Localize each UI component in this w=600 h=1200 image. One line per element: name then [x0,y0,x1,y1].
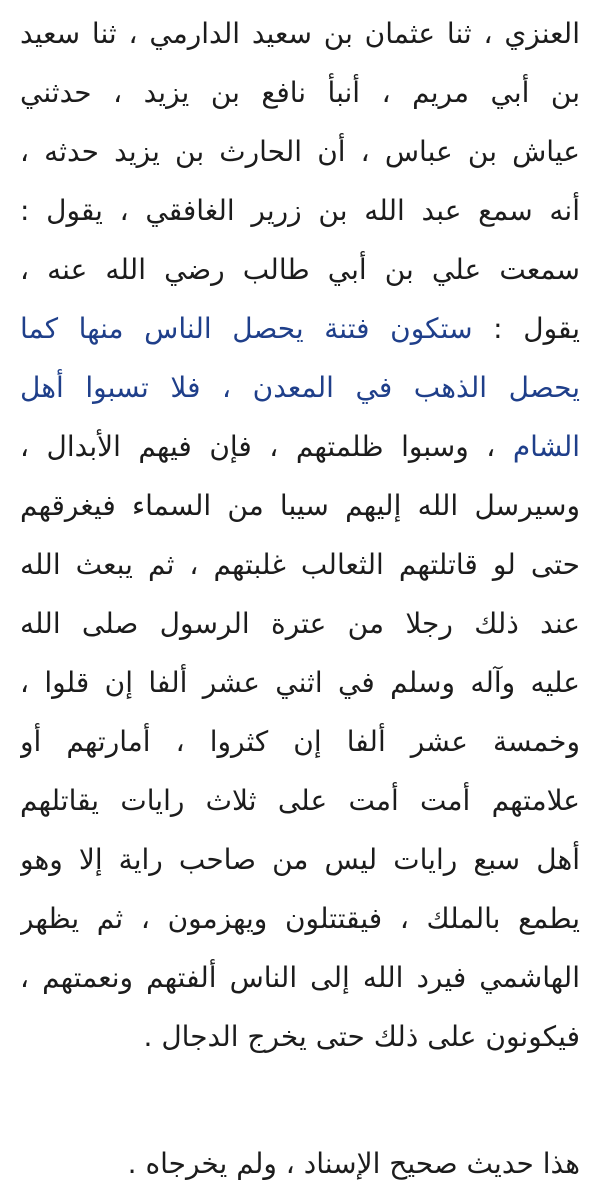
text-segment: يقول : [472,312,580,345]
text-segment: أهل سبع رايات ليس من صاحب راية إلا وهو [20,843,580,876]
grading-paragraph [20,1134,580,1193]
hadith-line [20,889,580,948]
text-segment: العنزي ، ثنا عثمان بن سعيد الدارمي ، ثنا سعيد [20,17,580,50]
hadith-line [20,63,580,122]
text-segment: عليه وآله وسلم في اثني عشر ألفا إن قلوا ، [20,666,580,699]
text-segment: عياش بن عباس ، أن الحارث بن يزيد حدثه ، [20,135,580,168]
hadith-line [20,948,580,1007]
text-segment: بن أبي مريم ، أنبأ نافع بن يزيد ، حدثني [20,76,580,109]
hadith-line [20,417,580,476]
text-segment: أنه سمع عبد الله بن زرير الغافقي ، يقول : [20,194,580,227]
text-segment: علامتهم أمت أمت على ثلاث رايات يقاتلهم [20,784,580,817]
text-segment: ، وسبوا ظلمتهم ، فإن فيهم الأبدال ، [20,430,513,463]
text-segment: وخمسة عشر ألفا إن كثروا ، أمارتهم أو [20,725,580,758]
hadith-line [20,476,580,535]
hadith-line [20,240,580,299]
text-segment: يطمع بالملك ، فيقتتلون ويهزمون ، ثم يظهر [20,902,580,935]
hadith-line [20,712,580,771]
linked-text-segment[interactable]: الشام [512,430,580,463]
hadith-line [20,122,580,181]
text-segment: هذا حديث صحيح الإسناد ، ولم يخرجاه . [127,1147,580,1180]
hadith-line [20,535,580,594]
text-segment: حتى لو قاتلتهم الثعالب غلبتهم ، ثم يبعث الله [20,548,580,581]
hadith-line [20,771,580,830]
hadith-line [20,299,580,358]
hadith-line [20,1007,580,1066]
hadith-line [20,181,580,240]
hadith-paragraph [20,4,580,1066]
hadith-line [20,4,580,63]
text-segment: الهاشمي فيرد الله إلى الناس ألفتهم ونعمتهم ، [20,961,580,994]
text-segment: وسيرسل الله إليهم سيبا من السماء فيغرقهم [20,489,580,522]
linked-text-segment[interactable]: ستكون فتنة يحصل الناس منها كما [20,312,473,345]
text-segment: سمعت علي بن أبي طالب رضي الله عنه ، [20,253,580,286]
text-segment: فيكونون على ذلك حتى يخرج الدجال . [143,1020,580,1053]
hadith-line [20,653,580,712]
hadith-line [20,358,580,417]
hadith-line [20,594,580,653]
linked-text-segment[interactable]: يحصل الذهب في المعدن ، فلا تسبوا أهل [20,371,580,404]
hadith-line [20,830,580,889]
text-segment: عند ذلك رجلا من عترة الرسول صلى الله [20,607,580,640]
grading-line [20,1134,580,1193]
